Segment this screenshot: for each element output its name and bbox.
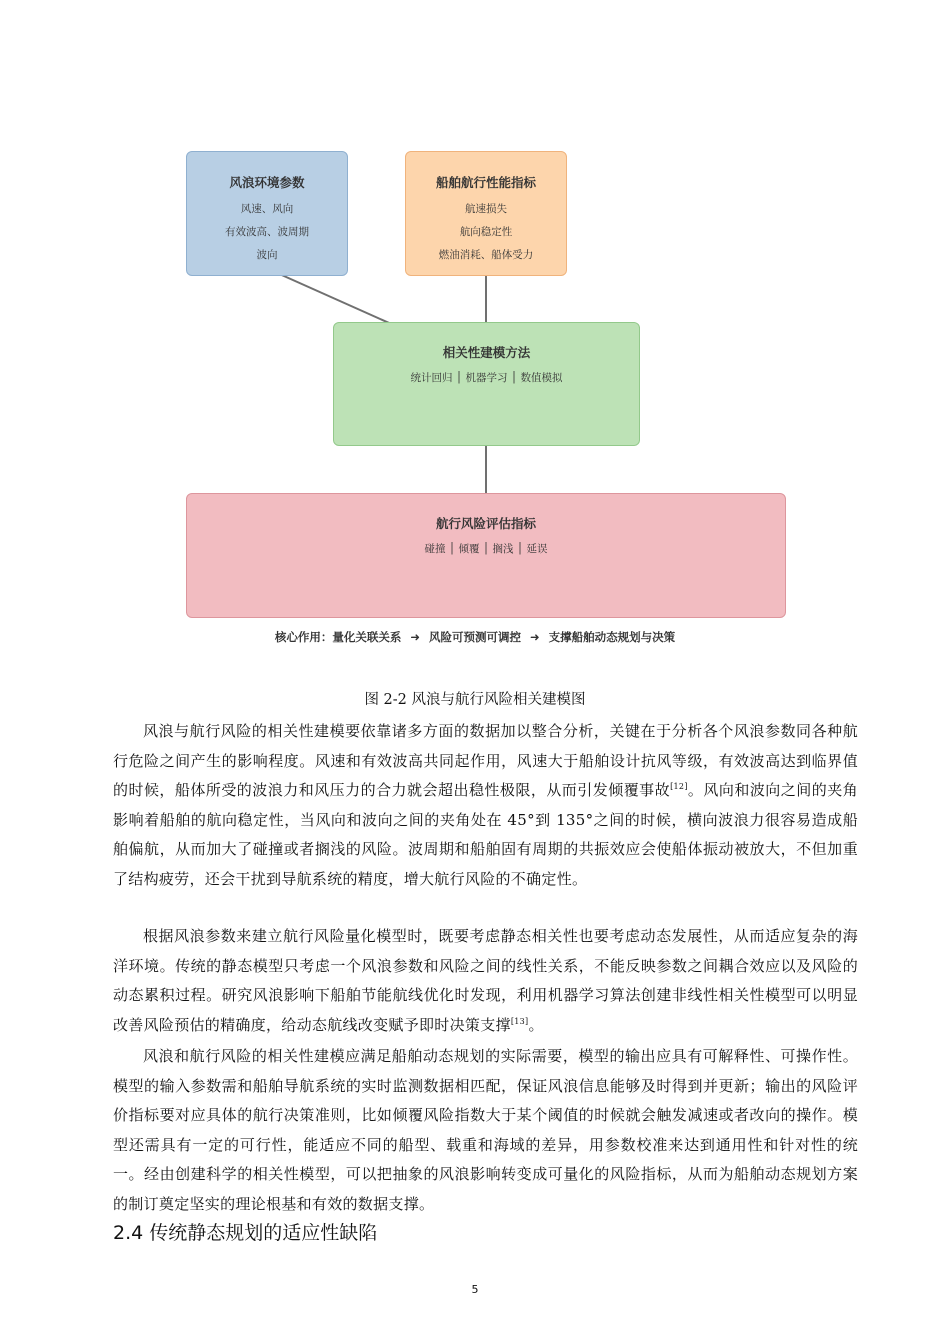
paragraph-text: 。风向和波向之间的夹角影响着船舶的航向稳定性，当风向和波向之间的夹角处在 45°到 135°之间的时候，横向波浪力很容易造成船舶偏航，从而加大了碰撞或者搁浅的风险。波周期和船舶固有周期的共振效应会使船体振动被放大，不但加重了结构疲劳，还会干扰到导航系统的精度，增大航行风险的不确定性。 [113, 781, 858, 888]
ship-performance-line: 航向稳定性 [459, 226, 513, 238]
core-middle: 风险可预测可调控 [429, 630, 521, 644]
section-heading: 2.4 传统静态规划的适应性缺陷 [113, 1222, 378, 1244]
body-paragraph [113, 1042, 858, 1219]
body-paragraph [113, 922, 858, 1040]
core-label: 核心作用：量化关联关系 [274, 630, 402, 644]
env-param-line: 波向 [256, 249, 278, 261]
citation-ref: [13] [510, 1016, 529, 1026]
right-arrow-icon: ➜ [410, 630, 420, 644]
paragraph-text: 根据风浪参数来建立航行风险量化模型时，既要考虑静态相关性也要考虑动态发展性，从而适应复杂的海洋环境。传统的静态模型只考虑一个风浪参数和风险之间的线性关系，不能反映参数之间耦合效应以及风险的动态累积过程。研究风浪影响下船舶节能航线优化时发现，利用机器学习算法创建非线性相关性模型可以明显改善风险预估的精确度，给动态航线改变赋予即时决策支撑 [113, 927, 858, 1034]
paragraph-text: 。 [528, 1015, 544, 1034]
core-end: 支撑船舶动态规划与决策 [548, 630, 676, 644]
modeling-method-title: 相关性建模方法 [442, 345, 531, 360]
modeling-method-line: 统计回归 │ 机器学习 │ 数值模拟 [410, 372, 563, 384]
ship-performance-box [405, 151, 567, 276]
env-params-box [186, 151, 348, 276]
risk-assessment-line: 碰撞 │ 倾覆 │ 搁浅 │ 延误 [424, 543, 548, 555]
paragraph-text: 风浪与航行风险的相关性建模要依靠诸多方面的数据加以整合分析，关键在于分析各个风浪参数同各种航行危险之间产生的影响程度。风速和有效波高共同起作用，风速大于船舶设计抗风等级，有效波高达到临界值的时候，船体所受的波浪力和风压力的合力就会超出稳性极限，从而引发倾覆事故 [113, 722, 858, 799]
ship-performance-line: 航速损失 [465, 203, 507, 215]
core-function-line [0, 629, 950, 645]
risk-assessment-title: 航行风险评估指标 [435, 516, 536, 531]
body-paragraph [113, 717, 858, 894]
citation-ref: [12] [670, 782, 688, 791]
ship-performance-title: 船舶航行性能指标 [435, 175, 536, 190]
page-number: 5 [471, 1283, 479, 1296]
figure-caption: 图 2-2 风浪与航行风险相关建模图 [364, 692, 586, 708]
paragraph-text: 风浪和航行风险的相关性建模应满足船舶动态规划的实际需要，模型的输出应具有可解释性、可操作性。模型的输入参数需和船舶导航系统的实时监测数据相匹配，保证风浪信息能够及时得到并更新；输出的风险评价指标要对应具体的航行决策准则，比如倾覆风险指数大于某个阈值的时候就会触发减速或者改向的操作。模型还需具有一定的可行性，能适应不同的船型、载重和海域的差异，用参数校准来达到通用性和针对性的统一。经由创建科学的相关性模型，可以把抽象的风浪影响转变成可量化的风险指标，从而为船舶动态规划方案的制订奠定坚实的理论根基和有效的数据支撑。 [113, 1047, 858, 1213]
risk-assessment-box [186, 493, 786, 618]
ship-performance-line: 燃油消耗、船体受力 [438, 249, 534, 261]
modeling-method-box [333, 322, 640, 446]
right-arrow-icon: ➜ [530, 630, 540, 644]
env-param-line: 有效波高、波周期 [225, 226, 309, 238]
env-params-title: 风浪环境参数 [229, 175, 305, 190]
env-param-line: 风速、风向 [240, 203, 294, 215]
